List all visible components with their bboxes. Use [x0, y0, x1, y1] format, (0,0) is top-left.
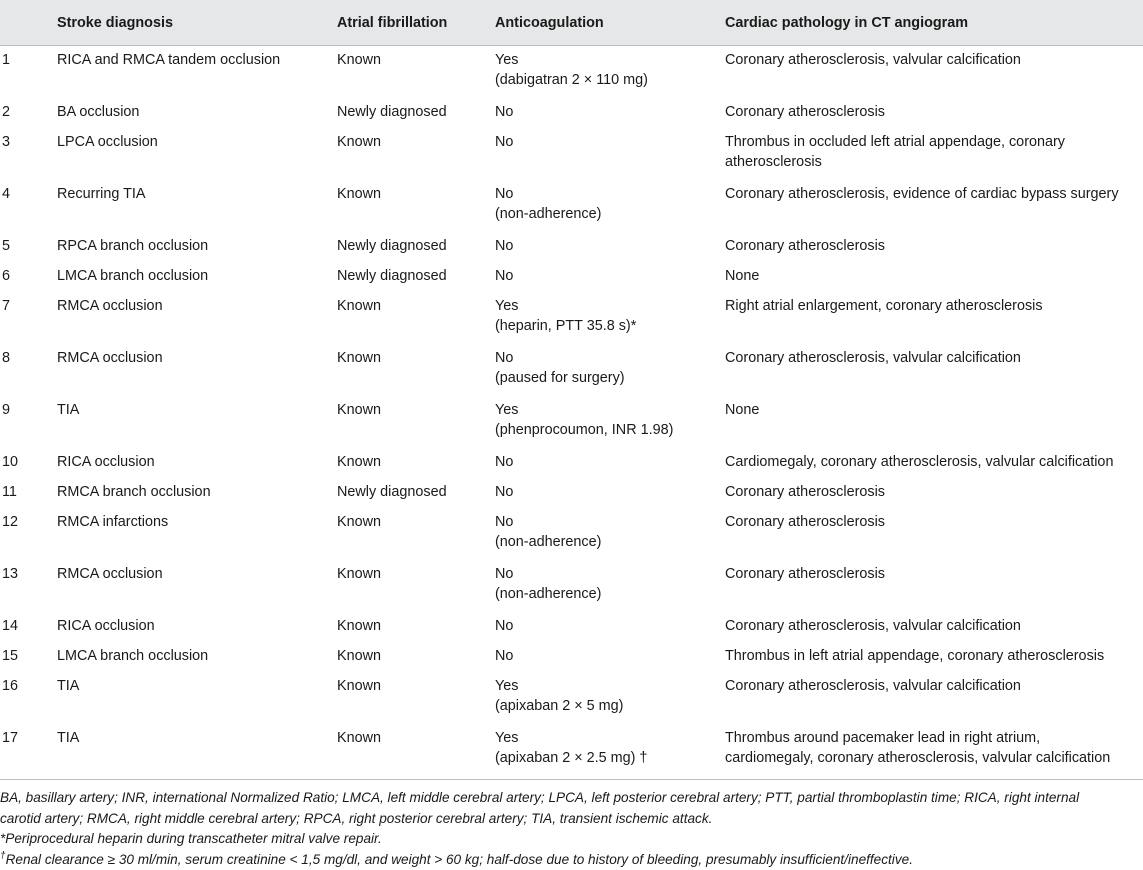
anticoagulation-line: (non-adherence) — [495, 204, 725, 224]
cardiac-pathology-line: None — [725, 266, 1143, 286]
cardiac-pathology-line: Coronary atherosclerosis — [725, 102, 1143, 122]
row-atrial-fibrillation: Known — [337, 292, 495, 344]
cardiac-pathology-line: Thrombus around pacemaker lead in right atrium, — [725, 728, 1143, 748]
cardiac-pathology-line: None — [725, 400, 1143, 420]
row-number: 3 — [0, 128, 57, 180]
cardiac-pathology-line: atherosclerosis — [725, 152, 1143, 172]
row-number: 6 — [0, 262, 57, 292]
cardiac-pathology-line: Coronary atherosclerosis — [725, 564, 1143, 584]
anticoagulation-line: (heparin, PTT 35.8 s)* — [495, 316, 725, 336]
row-stroke-diagnosis: RMCA branch occlusion — [57, 478, 337, 508]
row-stroke-diagnosis: RPCA branch occlusion — [57, 232, 337, 262]
row-cardiac-pathology — [725, 180, 1143, 232]
header-cardiac-pathology: Cardiac pathology in CT angiogram — [725, 0, 1143, 46]
row-cardiac-pathology — [725, 642, 1143, 672]
row-cardiac-pathology — [725, 724, 1143, 776]
cardiac-pathology-line: Coronary atherosclerosis, valvular calcification — [725, 676, 1143, 696]
row-anticoagulation — [495, 292, 725, 344]
row-number: 10 — [0, 448, 57, 478]
table-footnotes — [0, 779, 1143, 870]
row-cardiac-pathology — [725, 262, 1143, 292]
row-anticoagulation — [495, 262, 725, 292]
row-atrial-fibrillation: Known — [337, 448, 495, 478]
table-row — [0, 560, 1143, 612]
row-anticoagulation — [495, 232, 725, 262]
row-number: 1 — [0, 46, 57, 99]
cardiac-pathology-line: Coronary atherosclerosis — [725, 512, 1143, 532]
row-number: 8 — [0, 344, 57, 396]
anticoagulation-line: (apixaban 2 × 5 mg) — [495, 696, 725, 716]
dagger-symbol: † — [0, 850, 6, 861]
anticoagulation-line: Yes — [495, 400, 725, 420]
row-atrial-fibrillation: Known — [337, 612, 495, 642]
anticoagulation-line: No — [495, 646, 725, 666]
anticoagulation-line: (non-adherence) — [495, 584, 725, 604]
anticoagulation-line: (dabigatran 2 × 110 mg) — [495, 70, 725, 90]
row-stroke-diagnosis: BA occlusion — [57, 98, 337, 128]
row-number: 7 — [0, 292, 57, 344]
anticoagulation-line: No — [495, 482, 725, 502]
row-anticoagulation — [495, 128, 725, 180]
row-cardiac-pathology — [725, 98, 1143, 128]
row-stroke-diagnosis: LMCA branch occlusion — [57, 642, 337, 672]
cardiac-pathology-line: Coronary atherosclerosis, valvular calcification — [725, 348, 1143, 368]
row-cardiac-pathology — [725, 560, 1143, 612]
cardiac-pathology-line: cardiomegaly, coronary atherosclerosis, valvular calcification — [725, 748, 1143, 768]
row-anticoagulation — [495, 98, 725, 128]
table-row — [0, 642, 1143, 672]
cardiac-pathology-line: Coronary atherosclerosis, valvular calcification — [725, 616, 1143, 636]
row-stroke-diagnosis: TIA — [57, 724, 337, 776]
cardiac-pathology-line: Thrombus in occluded left atrial appendage, coronary — [725, 132, 1143, 152]
row-stroke-diagnosis: RMCA occlusion — [57, 292, 337, 344]
row-number: 16 — [0, 672, 57, 724]
header-number — [0, 0, 57, 46]
row-number: 9 — [0, 396, 57, 448]
cardiac-pathology-line: Coronary atherosclerosis, evidence of cardiac bypass surgery — [725, 184, 1143, 204]
row-stroke-diagnosis: TIA — [57, 396, 337, 448]
row-atrial-fibrillation: Known — [337, 672, 495, 724]
row-anticoagulation — [495, 396, 725, 448]
cardiac-pathology-line: Coronary atherosclerosis, valvular calcification — [725, 50, 1143, 70]
table-row — [0, 508, 1143, 560]
row-anticoagulation — [495, 672, 725, 724]
row-atrial-fibrillation: Known — [337, 724, 495, 776]
row-anticoagulation — [495, 448, 725, 478]
footnote-abbreviations-line1: BA, basillary artery; INR, international Normalized Ratio; LMCA, left middle cerebral artery; LPCA, left posterior cerebral artery; PTT, partial thromboplastin time; RICA, right internal — [0, 788, 1143, 809]
row-number: 13 — [0, 560, 57, 612]
table-row — [0, 180, 1143, 232]
row-cardiac-pathology — [725, 478, 1143, 508]
table-row — [0, 396, 1143, 448]
table-header-row — [0, 0, 1143, 46]
row-cardiac-pathology — [725, 128, 1143, 180]
table-row — [0, 344, 1143, 396]
cardiac-pathology-line: Cardiomegaly, coronary atherosclerosis, valvular calcification — [725, 452, 1143, 472]
anticoagulation-line: No — [495, 616, 725, 636]
footnote-abbreviations-line2: carotid artery; RMCA, right middle cerebral artery; RPCA, right posterior cerebral artery; TIA, transient ischemic attack. — [0, 809, 1143, 830]
row-atrial-fibrillation: Known — [337, 46, 495, 99]
row-anticoagulation — [495, 642, 725, 672]
row-number: 11 — [0, 478, 57, 508]
row-atrial-fibrillation: Known — [337, 344, 495, 396]
cardiac-pathology-line: Coronary atherosclerosis — [725, 482, 1143, 502]
row-stroke-diagnosis: RMCA occlusion — [57, 560, 337, 612]
table-row — [0, 292, 1143, 344]
footnote-dagger-text: Renal clearance ≥ 30 ml/min, serum creatinine < 1,5 mg/dl, and weight > 60 kg; half-dose due to history of bleeding, presumably insufficient/ineffective. — [6, 852, 913, 867]
row-anticoagulation — [495, 724, 725, 776]
row-number: 12 — [0, 508, 57, 560]
anticoagulation-line: Yes — [495, 296, 725, 316]
anticoagulation-line: No — [495, 266, 725, 286]
row-stroke-diagnosis: RMCA infarctions — [57, 508, 337, 560]
row-stroke-diagnosis: TIA — [57, 672, 337, 724]
row-number: 4 — [0, 180, 57, 232]
anticoagulation-line: No — [495, 102, 725, 122]
cardiac-pathology-line: Thrombus in left atrial appendage, coronary atherosclerosis — [725, 646, 1143, 666]
row-number: 5 — [0, 232, 57, 262]
header-anticoagulation: Anticoagulation — [495, 0, 725, 46]
row-cardiac-pathology — [725, 508, 1143, 560]
row-stroke-diagnosis: Recurring TIA — [57, 180, 337, 232]
row-anticoagulation — [495, 478, 725, 508]
anticoagulation-line: No — [495, 236, 725, 256]
anticoagulation-line: No — [495, 184, 725, 204]
row-atrial-fibrillation: Known — [337, 560, 495, 612]
table-row — [0, 672, 1143, 724]
row-atrial-fibrillation: Newly diagnosed — [337, 478, 495, 508]
table-row — [0, 232, 1143, 262]
row-cardiac-pathology — [725, 292, 1143, 344]
row-atrial-fibrillation: Known — [337, 396, 495, 448]
table-row — [0, 448, 1143, 478]
row-atrial-fibrillation: Known — [337, 642, 495, 672]
row-number: 17 — [0, 724, 57, 776]
row-stroke-diagnosis: LMCA branch occlusion — [57, 262, 337, 292]
row-cardiac-pathology — [725, 232, 1143, 262]
anticoagulation-line: (non-adherence) — [495, 532, 725, 552]
row-atrial-fibrillation: Newly diagnosed — [337, 262, 495, 292]
anticoagulation-line: (apixaban 2 × 2.5 mg) † — [495, 748, 725, 768]
row-stroke-diagnosis: LPCA occlusion — [57, 128, 337, 180]
anticoagulation-line: No — [495, 132, 725, 152]
cardiac-pathology-line: Right atrial enlargement, coronary atherosclerosis — [725, 296, 1143, 316]
row-anticoagulation — [495, 508, 725, 560]
anticoagulation-line: (paused for surgery) — [495, 368, 725, 388]
table-row — [0, 612, 1143, 642]
table-row — [0, 98, 1143, 128]
row-number: 14 — [0, 612, 57, 642]
row-cardiac-pathology — [725, 612, 1143, 642]
anticoagulation-line: (phenprocoumon, INR 1.98) — [495, 420, 725, 440]
header-atrial-fibrillation: Atrial fibrillation — [337, 0, 495, 46]
table-row — [0, 478, 1143, 508]
header-stroke-diagnosis: Stroke diagnosis — [57, 0, 337, 46]
row-anticoagulation — [495, 560, 725, 612]
anticoagulation-line: No — [495, 452, 725, 472]
row-cardiac-pathology — [725, 448, 1143, 478]
footnote-star: *Periprocedural heparin during transcatheter mitral valve repair. — [0, 829, 1143, 850]
table-row — [0, 262, 1143, 292]
row-stroke-diagnosis: RICA and RMCA tandem occlusion — [57, 46, 337, 99]
footnote-dagger — [0, 850, 1143, 870]
table-body — [0, 46, 1143, 777]
row-number: 2 — [0, 98, 57, 128]
row-stroke-diagnosis: RICA occlusion — [57, 448, 337, 478]
row-stroke-diagnosis: RMCA occlusion — [57, 344, 337, 396]
row-anticoagulation — [495, 46, 725, 99]
row-cardiac-pathology — [725, 672, 1143, 724]
anticoagulation-line: Yes — [495, 728, 725, 748]
anticoagulation-line: No — [495, 348, 725, 368]
row-cardiac-pathology — [725, 396, 1143, 448]
table-row — [0, 128, 1143, 180]
table-row — [0, 46, 1143, 99]
row-atrial-fibrillation: Known — [337, 128, 495, 180]
row-atrial-fibrillation: Known — [337, 508, 495, 560]
cardiac-pathology-line: Coronary atherosclerosis — [725, 236, 1143, 256]
anticoagulation-line: Yes — [495, 676, 725, 696]
anticoagulation-line: No — [495, 512, 725, 532]
row-anticoagulation — [495, 344, 725, 396]
anticoagulation-line: No — [495, 564, 725, 584]
row-stroke-diagnosis: RICA occlusion — [57, 612, 337, 642]
row-atrial-fibrillation: Newly diagnosed — [337, 232, 495, 262]
row-anticoagulation — [495, 180, 725, 232]
row-anticoagulation — [495, 612, 725, 642]
row-cardiac-pathology — [725, 46, 1143, 99]
row-atrial-fibrillation: Newly diagnosed — [337, 98, 495, 128]
row-atrial-fibrillation: Known — [337, 180, 495, 232]
row-number: 15 — [0, 642, 57, 672]
table-row — [0, 724, 1143, 776]
row-cardiac-pathology — [725, 344, 1143, 396]
anticoagulation-line: Yes — [495, 50, 725, 70]
